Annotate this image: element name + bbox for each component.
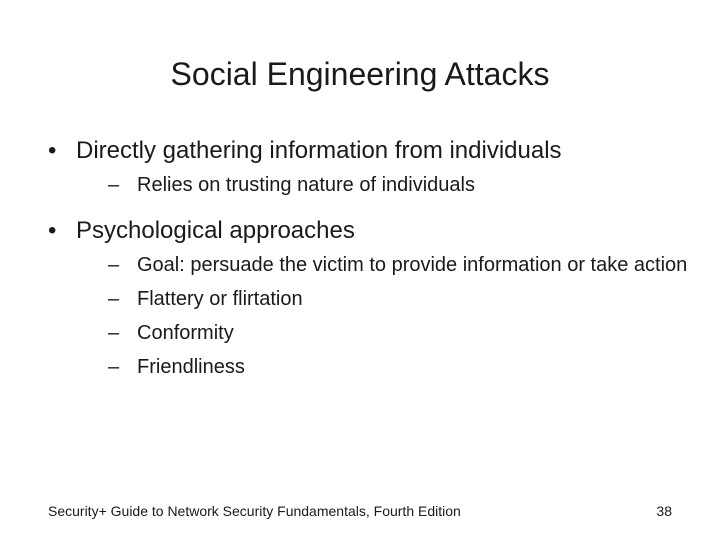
bullet-item [48, 216, 688, 380]
page-number: 38 [656, 503, 672, 519]
sub-bullet-item [108, 172, 697, 198]
bullet-text: Psychological approaches [76, 217, 355, 244]
bullet-mark: • [48, 217, 57, 244]
sub-bullet-text: Flattery or flirtation [137, 288, 303, 310]
sub-bullet-list [76, 252, 688, 380]
bullet-mark: • [48, 137, 57, 164]
bullet-text: Directly gathering information from individuals [76, 137, 562, 164]
sub-bullet-text: Conformity [137, 322, 234, 344]
dash-mark: – [108, 288, 120, 310]
footer-text: Security+ Guide to Network Security Fundamentals, Fourth Edition [48, 503, 461, 519]
sub-bullet-item [108, 354, 697, 380]
sub-bullet-text: Goal: persuade the victim to provide information or take action [137, 254, 688, 276]
sub-bullet-item [108, 320, 697, 346]
dash-mark: – [108, 254, 120, 276]
sub-bullet-item [108, 286, 697, 312]
dash-mark: – [108, 322, 120, 344]
bullet-item [48, 136, 688, 198]
dash-mark: – [108, 174, 120, 196]
sub-bullet-text: Relies on trusting nature of individuals [137, 174, 475, 196]
slide-title: Social Engineering Attacks [170, 56, 550, 92]
dash-mark: – [108, 356, 120, 378]
sub-bullet-item [108, 252, 697, 278]
spacer [48, 206, 688, 216]
bullet-list [48, 136, 688, 388]
sub-bullet-text: Friendliness [137, 356, 245, 378]
sub-bullet-list [76, 172, 688, 198]
